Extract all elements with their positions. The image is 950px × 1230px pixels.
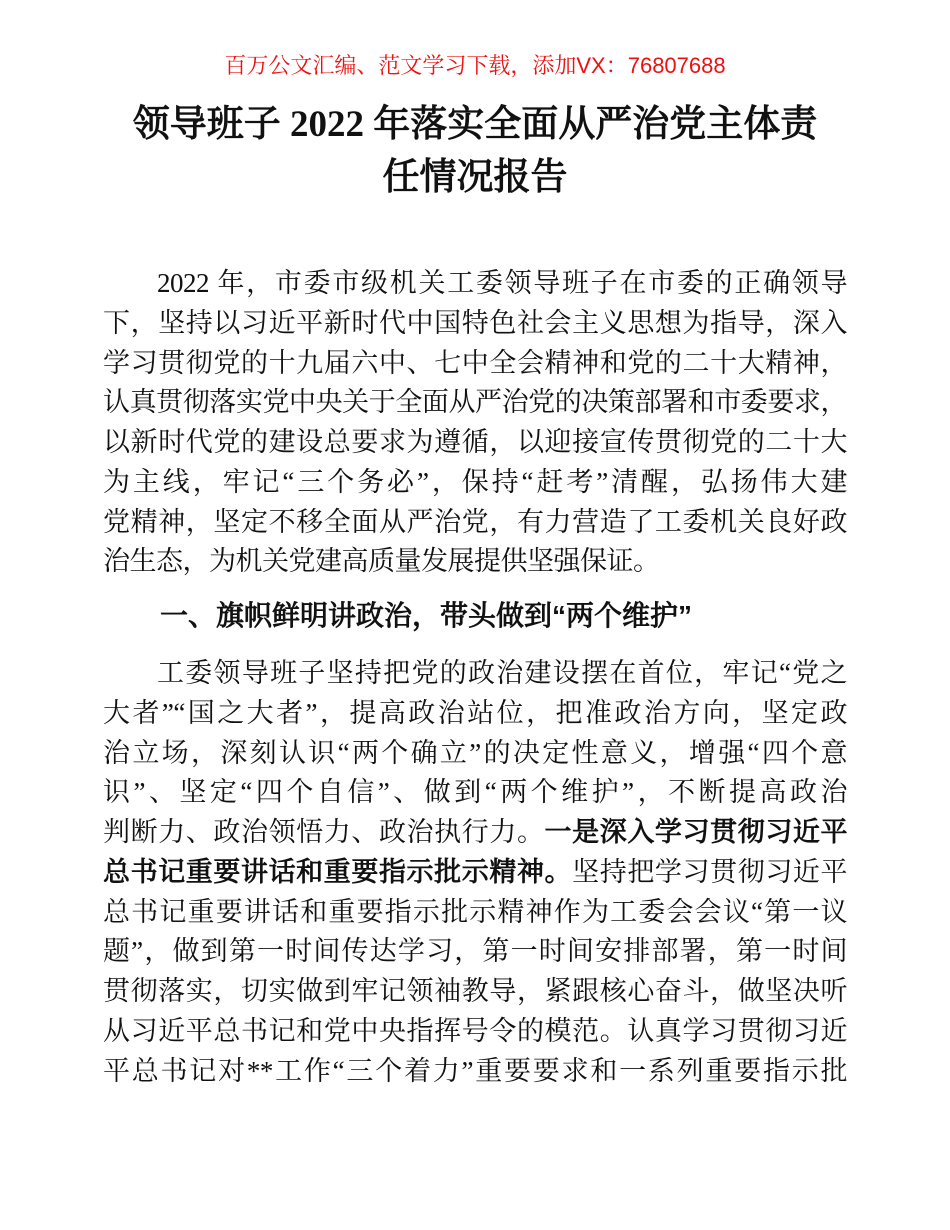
section-heading: 一、旗帜鲜明讲政治，带头做到“两个维护” (160, 600, 693, 631)
text-segment: 贯彻落实，切实做到牢记领袖教导，紧跟核心奋斗，做坚决听 (103, 976, 847, 1006)
paragraph (103, 264, 847, 582)
text-segment: 认真贯彻落实党中央关于全面从严治党的决策部署和市委要求， (103, 387, 847, 418)
text-segment: 以新时代党的建设总要求为遵循，以迎接宣传贯彻党的二十大 (103, 427, 847, 457)
text-line (103, 264, 847, 304)
text-line (103, 1052, 847, 1092)
text-segment: 大者”“国之大者”，提高政治站位，把准政治方向，坚定政 (103, 697, 847, 728)
text-line (103, 1012, 847, 1052)
paragraph (103, 654, 847, 1091)
text-line (103, 423, 847, 463)
text-line (103, 853, 847, 893)
text-segment: 坚持把学习贯彻习近平 (572, 856, 848, 887)
text-line (103, 542, 847, 582)
document-title (103, 98, 847, 204)
text-segment: 下，坚持以习近平新时代中国特色社会主义思想为指导，深入 (103, 307, 847, 338)
text-segment: 治立场，深刻认识“两个确立”的决定性意义，增强“四个意 (103, 737, 847, 768)
text-segment: 治生态，为机关党建高质量发展提供坚强保证。 (103, 546, 660, 577)
text-line (103, 654, 847, 694)
emphasis-text: 总书记重要讲话和重要指示批示精神。 (103, 856, 573, 887)
text-segment: 从习近平总书记和党中央指挥号令的模范。认真学习贯彻习近 (103, 1015, 847, 1046)
text-line (103, 773, 847, 813)
text-line (103, 503, 847, 543)
text-segment: 识”、坚定“四个自信”、做到“两个维护”，不断提高政治 (103, 777, 847, 808)
emphasis-text: 一是深入学习贯彻习近平 (544, 817, 848, 847)
text-line (103, 463, 847, 503)
text-line (103, 734, 847, 774)
text-line (103, 344, 847, 384)
document-body (103, 264, 847, 1091)
text-segment: 判断力、政治领悟力、政治执行力。 (103, 817, 545, 847)
text-segment: 平总书记对**工作“三个着力”重要要求和一系列重要指示批 (103, 1055, 847, 1086)
document-title-line1: 领导班子 2022 年落实全面从严治党主体责 (132, 104, 818, 145)
promo-notice: 百万公文汇编、范文学习下载，添加VX：76807688 (224, 53, 726, 78)
text-line (103, 813, 847, 853)
text-segment: 学习贯彻党的十九届六中、七中全会精神和党的二十大精神， (103, 347, 847, 378)
text-line (103, 932, 847, 972)
text-line (103, 304, 847, 344)
text-segment: 为主线，牢记“三个务必”，保持“赶考”清醒，弘扬伟大建 (103, 466, 847, 497)
text-line (103, 383, 847, 423)
text-line (103, 893, 847, 933)
text-line (103, 694, 847, 734)
text-segment: 2022 年，市委市级机关工委领导班子在市委的正确领导 (157, 268, 847, 298)
text-segment: 总书记重要讲话和重要指示批示精神作为工委会会议“第一议 (103, 896, 847, 927)
text-segment: 题”，做到第一时间传达学习，第一时间安排部署，第一时间 (103, 936, 847, 967)
document-title-line2: 任情况报告 (382, 157, 568, 198)
text-line (103, 972, 847, 1012)
text-segment: 工委领导班子坚持把党的政治建设摆在首位，牢记“党之 (157, 658, 847, 688)
text-segment: 党精神，坚定不移全面从严治党，有力营造了工委机关良好政 (103, 506, 847, 537)
